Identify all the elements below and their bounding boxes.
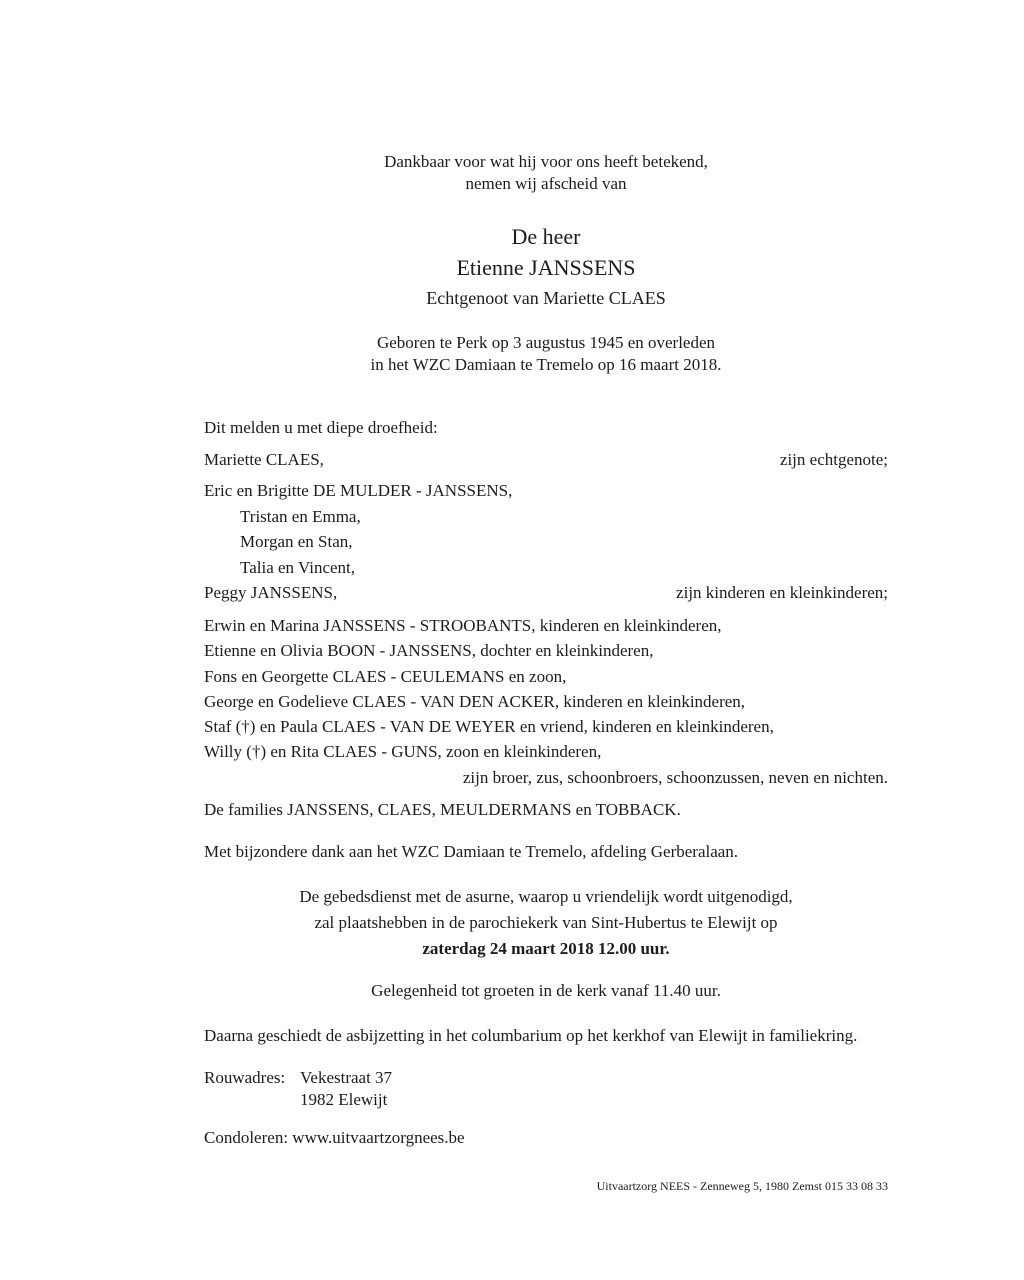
- service-line-1: De gebedsdienst met de asurne, waarop u vriendelijk wordt uitgenodigd,: [299, 887, 793, 906]
- child-name: Peggy JANSSENS,: [204, 583, 338, 602]
- announcement-line: Dit melden u met diepe droefheid:: [204, 418, 438, 437]
- condolences-website: www.uitvaartzorgnees.be: [292, 1128, 465, 1147]
- mourning-address-street: Vekestraat 37: [300, 1068, 393, 1087]
- grandchild-line: Morgan en Stan,: [240, 532, 353, 551]
- sibling-line: Fons en Georgette CLAES - CEULEMANS en zoon,: [204, 666, 567, 686]
- thanks-line: Met bijzondere dank aan het WZC Damiaan te Tremelo, afdeling Gerberalaan.: [204, 842, 739, 861]
- spouse-row: [204, 447, 888, 472]
- mourning-address-value: [300, 1067, 392, 1111]
- spouse-name: Mariette CLAES,: [204, 450, 324, 469]
- condolences-line: [204, 1125, 888, 1150]
- condolences-label: Condoleren:: [204, 1128, 289, 1147]
- mourning-address-label: Rouwadres:: [204, 1068, 286, 1087]
- service-line-2: zal plaatshebben in de parochiekerk van Sint-Hubertus te Elewijt op: [314, 913, 778, 932]
- child-line: Eric en Brigitte DE MULDER - JANSSENS,: [204, 481, 513, 500]
- deceased-salutation: De heer: [511, 224, 581, 249]
- mourning-address: [204, 1067, 888, 1111]
- death-line: in het WZC Damiaan te Tremelo op 16 maart 2018.: [370, 355, 722, 374]
- sibling-line: Etienne en Olivia BOON - JANSSENS, dochter en kleinkinderen,: [204, 641, 654, 661]
- deceased-name: Etienne JANSSENS: [456, 255, 636, 280]
- sibling-line: George en Godelieve CLAES - VAN DEN ACKER, kinderen en kleinkinderen,: [204, 691, 746, 711]
- service-datetime: zaterdag 24 maart 2018 12.00 uur.: [422, 939, 670, 958]
- child-relation-row: [204, 580, 888, 606]
- sibling-line: Willy (†) en Rita CLAES - GUNS, zoon en kleinkinderen,: [204, 742, 602, 762]
- sibling-line: Erwin en Marina JANSSENS - STROOBANTS, kinderen en kleinkinderen,: [204, 616, 722, 635]
- intro-text: [204, 151, 888, 195]
- spouse-relation: zijn echtgenote;: [779, 450, 888, 469]
- deceased-spouse-line: Echtgenoot van Mariette CLAES: [426, 288, 666, 308]
- greeting-line: Gelegenheid tot groeten in de kerk vanaf 11.40 uur.: [371, 981, 721, 1000]
- burial-line: Daarna geschiedt de asbijzetting in het columbarium op het kerkhof van Elewijt in familiekring.: [204, 1026, 858, 1045]
- grandchild-line: Talia en Vincent,: [240, 557, 356, 577]
- life-dates: [204, 332, 888, 376]
- funeral-home-footer: Uitvaartzorg NEES - Zenneweg 5, 1980 Zemst 015 33 08 33: [596, 1179, 888, 1193]
- children-block: [204, 478, 888, 606]
- siblings-relation: zijn broer, zus, schoonbroers, schoonzussen, neven en nichten.: [462, 768, 888, 787]
- intro-line-1: Dankbaar voor wat hij voor ons heeft betekend,: [384, 152, 708, 171]
- intro-line-2: nemen wij afscheid van: [465, 174, 627, 193]
- siblings-block: [204, 613, 888, 765]
- service-block: [204, 884, 888, 962]
- grandchild-line: Tristan en Emma,: [240, 506, 361, 526]
- deceased-title: [204, 221, 888, 283]
- children-relation: zijn kinderen en kleinkinderen;: [676, 583, 888, 602]
- mourning-address-city: 1982 Elewijt: [300, 1090, 388, 1109]
- families-line: De families JANSSENS, CLAES, MEULDERMANS en TOBBACK.: [204, 800, 681, 819]
- birth-line: Geboren te Perk op 3 augustus 1945 en overleden: [376, 333, 716, 352]
- sibling-line: Staf (†) en Paula CLAES - VAN DE WEYER en vriend, kinderen en kleinkinderen,: [204, 717, 774, 737]
